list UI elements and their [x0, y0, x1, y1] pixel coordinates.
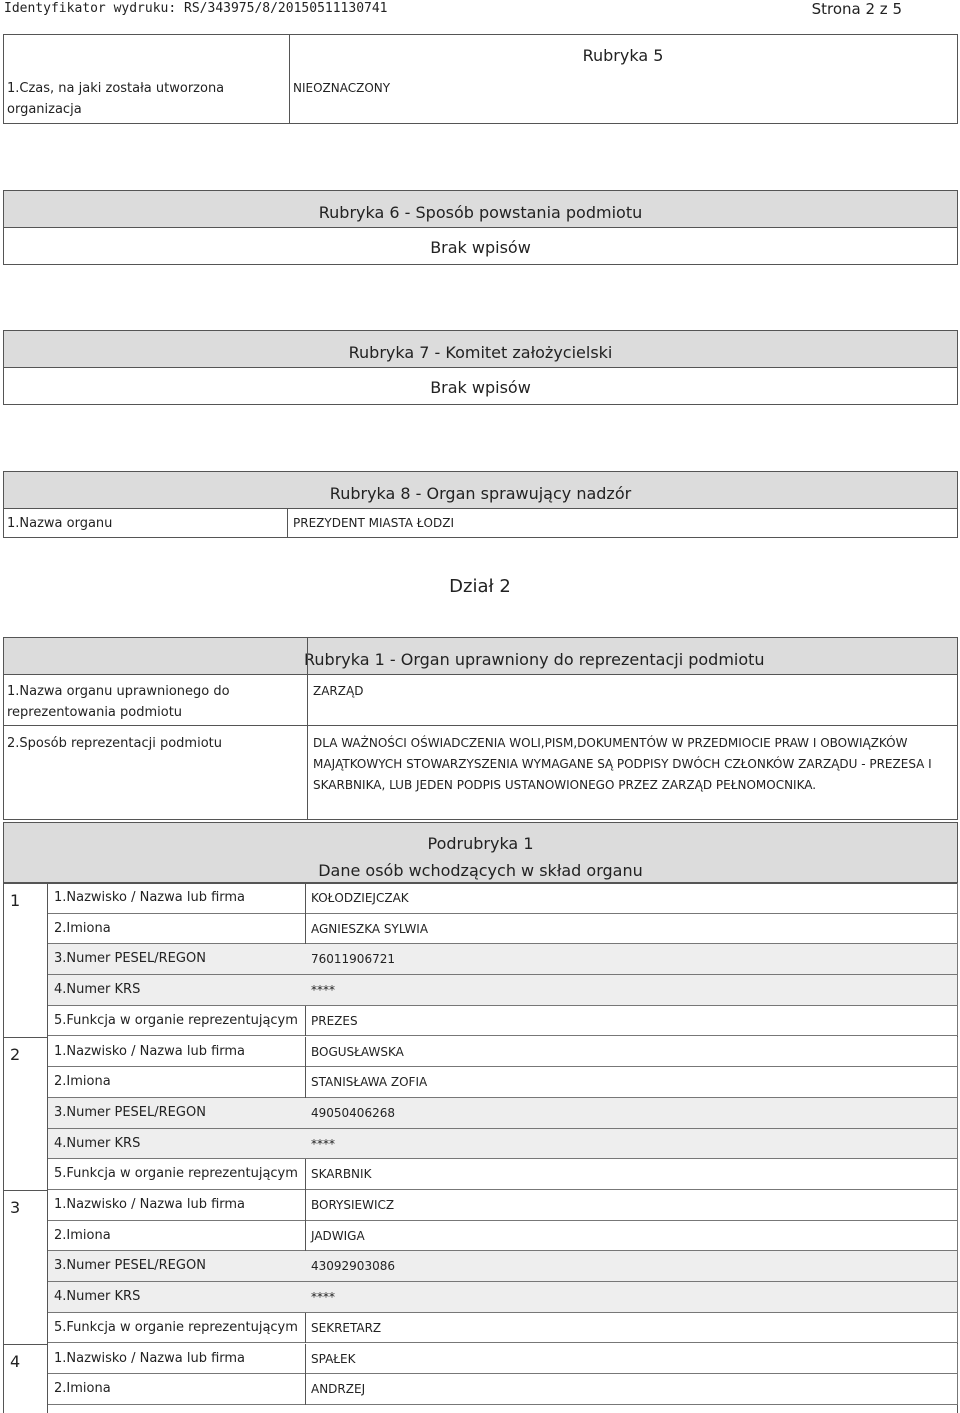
person-field-label-krs: 4.Numer KRS [54, 982, 141, 998]
person-field-label-pesel: 3.Numer PESEL/REGON [54, 951, 206, 967]
person-field-row [48, 1067, 958, 1098]
rubryka5-value: NIEOZNACZONY [293, 81, 391, 95]
person-field-label-imiona: 2.Imiona [54, 1074, 111, 1090]
rubryka1-organ-value: ZARZĄD [313, 684, 364, 698]
rubryka6-section [3, 190, 958, 228]
person-field-label-imiona: 2.Imiona [54, 1381, 111, 1397]
person-field-row [48, 1129, 958, 1160]
person-field-row [48, 1282, 958, 1313]
person-field-label-krs: 4.Numer KRS [54, 1289, 141, 1305]
person-field-value-nazwisko: SPAŁEK [311, 1351, 356, 1366]
person-field-value-nazwisko: KOŁODZIEJCZAK [311, 891, 409, 905]
person-field-row [48, 944, 958, 975]
rubryka1-header [3, 637, 958, 675]
person-field-row [48, 1190, 958, 1221]
rubryka8-value: PREZYDENT MIASTA ŁODZI [293, 516, 454, 530]
person-index: 3 [10, 1198, 21, 1217]
rubryka1-sposob-value: DLA WAŻNOŚCI OŚWIADCZENIA WOLI,PISM,DOKUMENTÓW W PRZEDMIOCIE PRAW I OBOWIĄZKÓW MAJĄTKOWYCH STOWARZYSZENIA WYMAGANE SĄ PODPISY DWÓCH CZŁONKÓW ZARZĄDU - PREZESA I SKARBNIKA, LUB JEDEN PODPIS USTANOWIONEGO PRZEZ ZARZĄD PEŁNOMOCNIKA. [313, 736, 932, 792]
person-field-label-nazwisko: 1.Nazwisko / Nazwa lub firma [54, 1350, 246, 1366]
podrubryka-subtitle: Dane osób wchodzących w skład organu [318, 861, 643, 880]
person-field-row [48, 1313, 958, 1344]
person-index: 2 [10, 1044, 21, 1064]
person-field-value-nazwisko: BORYSIEWICZ [311, 1198, 395, 1212]
person-field-label-nazwisko: 1.Nazwisko / Nazwa lub firma [54, 890, 246, 905]
rubryka7-title: Rubryka 7 - Komitet założycielski [348, 343, 613, 362]
person-field-row [48, 1037, 958, 1068]
rubryka8-section [3, 471, 958, 509]
person-field-label-imiona: 2.Imiona [54, 1227, 111, 1243]
person-field-value-pesel: 43092903086 [311, 1259, 395, 1274]
person-field-label-pesel: 3.Numer PESEL/REGON [54, 1258, 206, 1274]
person-field-label-krs: 4.Numer KRS [54, 1135, 141, 1151]
podrubryka-header [3, 822, 958, 883]
person-field-value-imiona: ANDRZEJ [311, 1382, 366, 1397]
rubryka6-value: Brak wpisów [430, 238, 531, 257]
person-field-label-nazwisko: 1.Nazwisko / Nazwa lub firma [54, 1043, 246, 1059]
person-field-row [48, 1374, 958, 1405]
person-field-value-funkcja: SEKRETARZ [311, 1320, 382, 1335]
person-field-row [48, 1006, 958, 1037]
person-field-value-nazwisko: BOGUSŁAWSKA [311, 1044, 404, 1059]
person-field-label-funkcja: 5.Funkcja w organie reprezentującym [54, 1319, 298, 1335]
rubryka5-title: Rubryka 5 [582, 46, 664, 65]
person-index: 1 [10, 891, 21, 910]
person-field-value-krs: **** [311, 983, 335, 998]
rubryka7-body [3, 367, 958, 405]
rubryka6-body [3, 227, 958, 265]
person-field-label-imiona: 2.Imiona [54, 920, 111, 936]
rubryka1-organ-label: 1.Nazwa organu uprawnionego do reprezentowania podmiotu [7, 684, 230, 720]
person-field-value-funkcja: SKARBNIK [311, 1167, 372, 1182]
person-field-label-nazwisko: 1.Nazwisko / Nazwa lub firma [54, 1197, 246, 1212]
rubryka7-value: Brak wpisów [430, 378, 531, 397]
rubryka5-label: 1.Czas, na jaki została utworzona organizacja [7, 81, 225, 117]
person-field-value-pesel: 49050406268 [311, 1105, 395, 1120]
person-field-label-pesel: 3.Numer PESEL/REGON [54, 1104, 206, 1120]
person-field-value-imiona: AGNIESZKA SYLWIA [311, 921, 429, 936]
person-field-row [48, 1159, 958, 1190]
person-field-row [48, 1098, 958, 1129]
person-field-value-imiona: STANISŁAWA ZOFIA [311, 1075, 428, 1090]
person-field-row [48, 914, 958, 945]
podrubryka-title: Podrubryka 1 [427, 834, 534, 853]
person-index: 4 [10, 1351, 21, 1371]
person-field-value-krs: **** [311, 1290, 335, 1305]
person-field-value-krs: **** [311, 1136, 335, 1151]
person-field-row [48, 1221, 958, 1252]
person-field-value-pesel: 76011906721 [311, 952, 395, 967]
person-field-row [48, 975, 958, 1006]
rubryka6-title: Rubryka 6 - Sposób powstania podmiotu [318, 203, 643, 222]
persons-table [3, 883, 958, 1413]
rubryka8-label: 1.Nazwa organu [7, 516, 113, 531]
print-header [0, 0, 960, 20]
person-field-row [48, 883, 958, 914]
rubryka1-sposob-row [3, 725, 958, 820]
person-field-label-funkcja: 5.Funkcja w organie reprezentującym [54, 1166, 298, 1182]
person-field-value-imiona: JADWIGA [311, 1228, 365, 1243]
section-title: Dział 2 [449, 576, 511, 597]
person-field-label-funkcja: 5.Funkcja w organie reprezentującym [54, 1012, 298, 1028]
rubryka5-section [3, 34, 958, 124]
rubryka8-body [3, 508, 958, 538]
page-number: Strona 2 z 5 [811, 0, 902, 18]
rubryka1-sposob-label: 2.Sposób reprezentacji podmiotu [7, 736, 222, 751]
print-identifier: Identyfikator wydruku: RS/343975/8/20150511130741 [4, 1, 388, 16]
person-field-value-funkcja: PREZES [311, 1013, 358, 1028]
rubryka1-organ-row [3, 674, 958, 726]
rubryka1-title: Rubryka 1 - Organ uprawniony do reprezentacji podmiotu [304, 650, 765, 669]
rubryka7-section [3, 330, 958, 368]
rubryka8-title: Rubryka 8 - Organ sprawujący nadzór [329, 484, 632, 503]
person-field-row [48, 1251, 958, 1282]
person-field-row [48, 1344, 958, 1375]
